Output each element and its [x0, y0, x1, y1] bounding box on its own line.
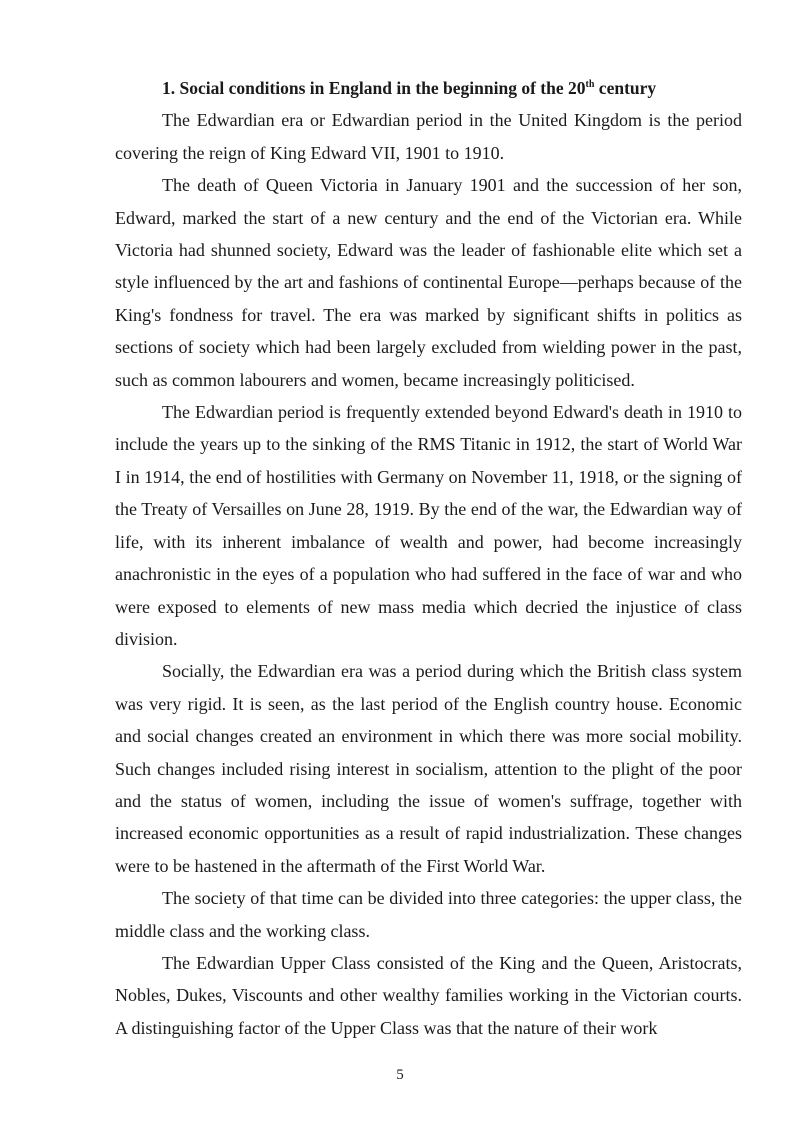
section-heading	[115, 72, 742, 104]
document-page	[115, 72, 742, 1044]
paragraph-reign-definition: The Edwardian era or Edwardian period in the United Kingdom is the period covering the reign of King Edward VII, 1901 to 1910.	[115, 110, 742, 163]
paragraph-succession: The death of Queen Victoria in January 1901 and the succession of her son, Edward, marked the start of a new century and the end of the Victorian era. While Victoria had shunned society, Edward was the leader of fashionable elite which set a style influenced by the art and fashions of continental Europe—perhaps because of the King's fondness for travel. The era was marked by significant shifts in politics as sections of society which had been largely excluded from wielding power in the past, such as common labourers and women, became increasingly politicised.	[115, 175, 742, 390]
paragraph-period-extent: The Edwardian period is frequently extended beyond Edward's death in 1910 to include the years up to the sinking of the RMS Titanic in 1912, the start of World War I in 1914, the end of hostilities with Germany on November 11, 1918, or the signing of the Treaty of Versailles on June 28, 1919. By the end of the war, the Edwardian way of life, with its inherent imbalance of wealth and power, had become increasingly anachronistic in the eyes of a population who had suffered in the face of war and who were exposed to elements of new mass media which decried the injustice of class division.	[115, 402, 742, 649]
heading-text-end: century	[594, 78, 657, 98]
paragraph-three-categories: The society of that time can be divided into three categories: the upper class, the middle class and the working class.	[115, 888, 742, 941]
page-number: 5	[396, 1067, 404, 1083]
heading-text: 1. Social conditions in England in the beginning of the 20	[162, 78, 586, 98]
paragraph-upper-class: The Edwardian Upper Class consisted of the King and the Queen, Aristocrats, Nobles, Dukes, Viscounts and other wealthy families working in the Victorian courts. A distinguishing factor of the Upper Class was that the nature of their work	[115, 952, 742, 1038]
heading-superscript: th	[585, 79, 595, 91]
paragraph-class-system: Socially, the Edwardian era was a period during which the British class system was very rigid. It is seen, as the last period of the English country house. Economic and social changes created an environment in which there was more social mobility. Such changes included rising interest in socialism, attention to the plight of the poor and the status of women, including the issue of women's suffrage, together with increased economic opportunities as a result of rapid industrialization. These changes were to be hastened in the aftermath of the First World War.	[115, 661, 742, 876]
